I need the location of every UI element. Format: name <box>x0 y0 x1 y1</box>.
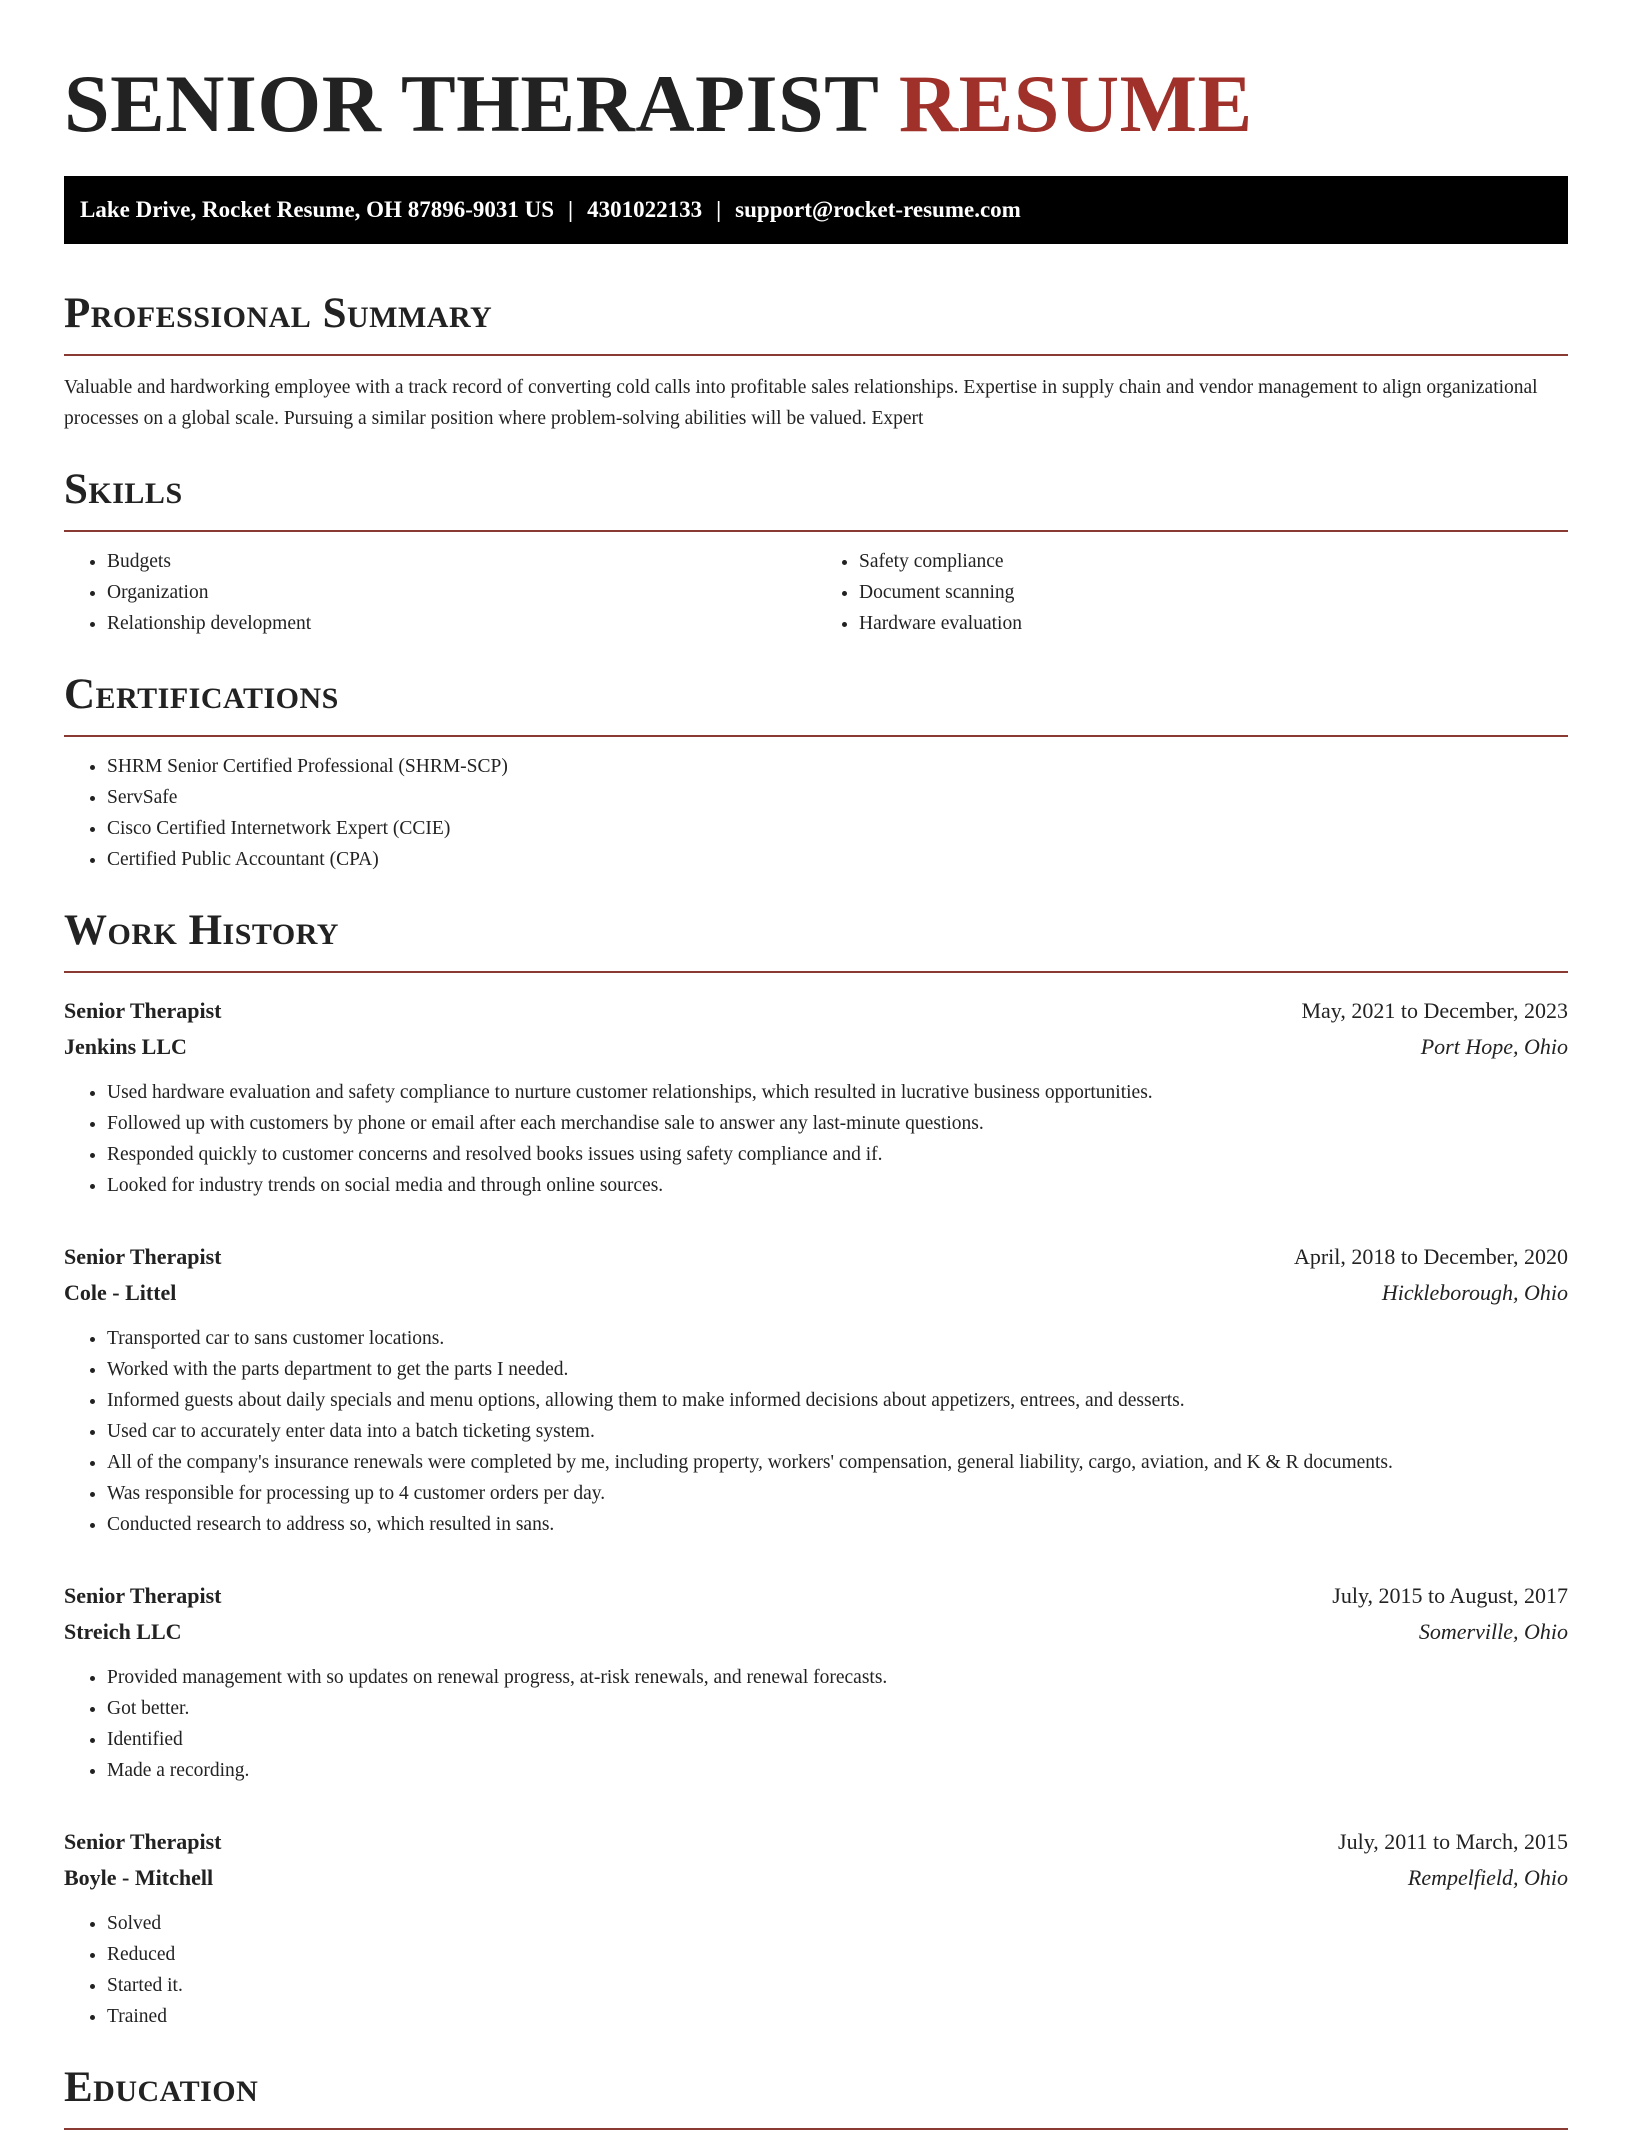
certification-item: • SHRM Senior Certified Professional (SHRM-SCP) <box>107 751 1568 782</box>
job-entry <box>64 993 1568 1201</box>
title-main: SENIOR THERAPIST <box>64 58 878 149</box>
job-company-row <box>64 1275 1568 1311</box>
job-dates: July, 2015 to August, 2017 <box>1332 1583 1568 1608</box>
job-title: Senior Therapist <box>64 998 222 1023</box>
job-location: Somerville, Ohio <box>1418 1619 1568 1644</box>
job-title: Senior Therapist <box>64 1829 222 1854</box>
job-company: Cole - Littel <box>64 1280 177 1305</box>
contact-email: support@rocket-resume.com <box>735 197 1021 222</box>
job-bullet: • Solved <box>107 1908 1568 1939</box>
job-company: Streich LLC <box>64 1619 182 1644</box>
certification-item: • ServSafe <box>107 782 1568 813</box>
job-header-row <box>64 1578 1568 1614</box>
resume-title <box>64 0 1568 176</box>
job-dates: April, 2018 to December, 2020 <box>1293 1244 1568 1269</box>
job-location: Rempelfield, Ohio <box>1407 1865 1568 1890</box>
certification-item: • Cisco Certified Internetwork Expert (CCIE) <box>107 813 1568 844</box>
job-bullet: • Followed up with customers by phone or email after each merchandise sale to answer any last-minute questions. <box>107 1108 1568 1139</box>
title-accent: RESUME <box>898 58 1253 149</box>
job-bullet: • Used car to accurately enter data into a batch ticketing system. <box>107 1416 1568 1447</box>
summary-section <box>64 288 1568 434</box>
job-entry <box>64 1239 1568 1540</box>
job-bullet: • All of the company's insurance renewals were completed by me, including property, workers' compensation, general liability, cargo, aviation, and K & R documents. <box>107 1447 1568 1478</box>
summary-text: Valuable and hardworking employee with a track record of converting cold calls into profitable sales relationships. Expertise in supply chain and vendor management to align organizational processes on a global scale. Pursuing a similar position where problem-solving abilities will be valued. Expert <box>64 377 1538 429</box>
job-dates: July, 2011 to March, 2015 <box>1338 1829 1568 1854</box>
job-company-row <box>64 1860 1568 1896</box>
contact-phone: 4301022133 <box>587 197 703 222</box>
job-company-row <box>64 1029 1568 1065</box>
job-title: Senior Therapist <box>64 1583 222 1608</box>
skill-item: • Hardware evaluation <box>859 608 1568 639</box>
job-entry <box>64 1824 1568 2032</box>
skills-grid <box>64 532 1568 639</box>
work-history-section <box>64 905 1568 2032</box>
job-company: Boyle - Mitchell <box>64 1865 214 1890</box>
job-bullet: • Started it. <box>107 1970 1568 2001</box>
job-bullet: • Identified <box>107 1724 1568 1755</box>
job-bullets <box>64 1908 1568 2032</box>
education-heading: Education <box>64 2062 1568 2130</box>
job-location: Hickleborough, Ohio <box>1381 1280 1568 1305</box>
job-bullet: • Reduced <box>107 1939 1568 1970</box>
job-bullet: • Informed guests about daily specials and menu options, allowing them to make informed decisions about appetizers, entrees, and desserts. <box>107 1385 1568 1416</box>
job-bullets <box>64 1662 1568 1786</box>
job-entry <box>64 1578 1568 1786</box>
job-header-row <box>64 1824 1568 1860</box>
skill-item: • Relationship development <box>107 608 816 639</box>
job-bullet: • Conducted research to address so, which resulted in sans. <box>107 1509 1568 1540</box>
skills-section <box>64 464 1568 639</box>
certification-item: • Certified Public Accountant (CPA) <box>107 844 1568 875</box>
job-title: Senior Therapist <box>64 1244 222 1269</box>
skills-list-right <box>816 546 1568 639</box>
certifications-heading: Certifications <box>64 669 1568 737</box>
contact-separator: | <box>716 197 722 222</box>
job-bullet: • Worked with the parts department to get the parts I needed. <box>107 1354 1568 1385</box>
contact-bar <box>64 176 1568 244</box>
skill-item: • Budgets <box>107 546 816 577</box>
job-company: Jenkins LLC <box>64 1034 187 1059</box>
job-bullet: • Responded quickly to customer concerns and resolved books issues using safety compliance and if. <box>107 1139 1568 1170</box>
job-bullet: • Used hardware evaluation and safety compliance to nurture customer relationships, which resulted in lucrative business opportunities. <box>107 1077 1568 1108</box>
skills-heading: Skills <box>64 464 1568 532</box>
job-bullet: • Trained <box>107 2001 1568 2032</box>
skills-list-left <box>64 546 816 639</box>
skill-item: • Organization <box>107 577 816 608</box>
job-bullet: • Transported car to sans customer locations. <box>107 1323 1568 1354</box>
job-location: Port Hope, Ohio <box>1420 1034 1568 1059</box>
job-bullet: • Looked for industry trends on social media and through online sources. <box>107 1170 1568 1201</box>
job-header-row <box>64 1239 1568 1275</box>
job-bullet: • Made a recording. <box>107 1755 1568 1786</box>
work-history-heading: Work History <box>64 905 1568 973</box>
job-bullets <box>64 1077 1568 1201</box>
certifications-section <box>64 669 1568 875</box>
education-section <box>64 2062 1568 2130</box>
certifications-list <box>64 751 1568 875</box>
job-dates: May, 2021 to December, 2023 <box>1301 998 1568 1023</box>
skill-item: • Document scanning <box>859 577 1568 608</box>
contact-separator: | <box>568 197 574 222</box>
skill-item: • Safety compliance <box>859 546 1568 577</box>
job-bullet: • Provided management with so updates on renewal progress, at-risk renewals, and renewal forecasts. <box>107 1662 1568 1693</box>
job-bullet: • Got better. <box>107 1693 1568 1724</box>
job-company-row <box>64 1614 1568 1650</box>
job-bullet: • Was responsible for processing up to 4 customer orders per day. <box>107 1478 1568 1509</box>
summary-heading: Professional Summary <box>64 288 1568 356</box>
contact-address: Lake Drive, Rocket Resume, OH 87896-9031 US <box>80 197 555 222</box>
job-header-row <box>64 993 1568 1029</box>
job-bullets <box>64 1323 1568 1540</box>
